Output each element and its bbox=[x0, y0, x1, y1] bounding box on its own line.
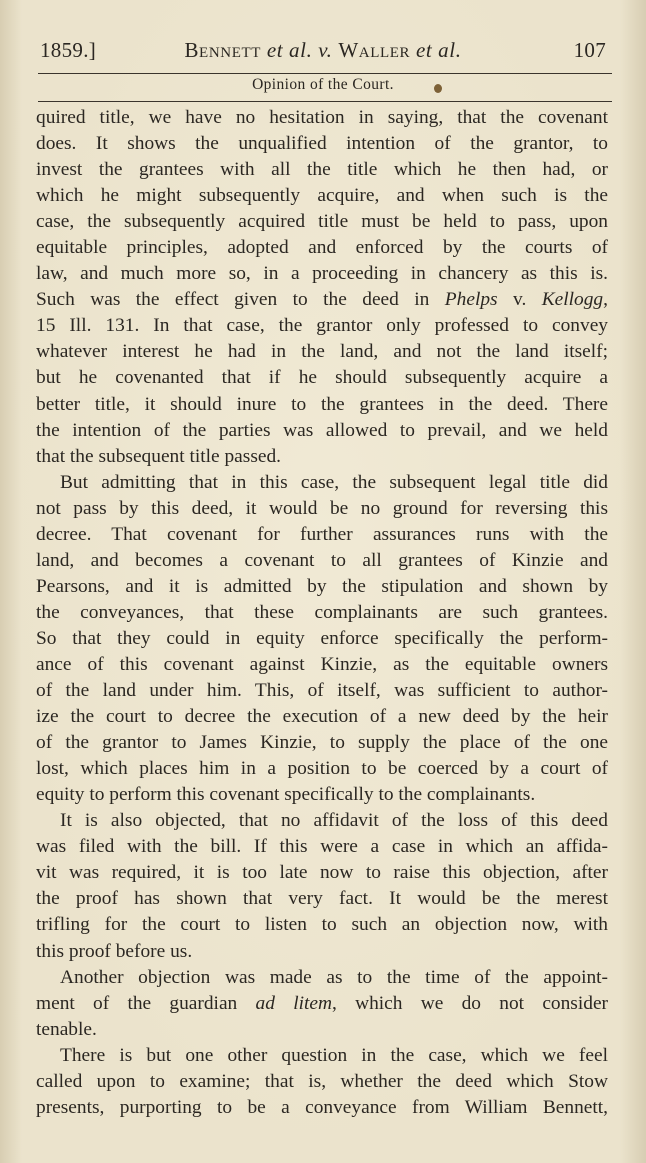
text-line: does. It shows the unqualified intention of the grantor, to bbox=[36, 133, 608, 155]
text-line: this proof before us. bbox=[36, 940, 193, 962]
opinion-text bbox=[36, 105, 608, 1121]
text-run: , bbox=[603, 289, 608, 311]
text-line: of the land under him. This, of itself, was sufficient to author- bbox=[36, 680, 608, 702]
text-line: tenable. bbox=[36, 1018, 97, 1040]
text-line: of the grantor to James Kinzie, to supply the place of the one bbox=[36, 732, 608, 754]
text-run: ment of the guardian bbox=[36, 992, 256, 1014]
text-line: quired title, we have no hesitation in saying, that the covenant bbox=[36, 107, 608, 128]
text-line: But admitting that in this case, the subsequent legal title did bbox=[60, 471, 608, 493]
italic-case-name: ad litem bbox=[255, 992, 332, 1014]
text-line: called upon to examine; that is, whether the deed which Stow bbox=[36, 1070, 608, 1092]
text-line: So that they could in equity enforce specifically the perform- bbox=[36, 627, 608, 649]
text-line: equity to perform this covenant specifically to the complainants. bbox=[36, 784, 536, 806]
text-line: 15 Ill. 131. In that case, the grantor only professed to convey bbox=[36, 315, 608, 337]
et-al-2: et al. bbox=[415, 38, 462, 62]
text-line: the conveyances, that these complainants are such grantees. bbox=[36, 601, 608, 623]
case-party-1: Bennett bbox=[184, 38, 267, 62]
versus: v. bbox=[312, 38, 339, 62]
text-run: v. bbox=[497, 289, 542, 311]
text-line: lost, which places him in a position to be coerced by a court of bbox=[36, 758, 608, 780]
text-line: ize the court to decree the execution of a new deed by the heir bbox=[36, 706, 608, 728]
italic-case-name: Phelps bbox=[444, 289, 498, 311]
text-line: land, and becomes a covenant to all grantees of Kinzie and bbox=[36, 549, 608, 571]
text-line: equitable principles, adopted and enforced by the courts of bbox=[36, 237, 608, 259]
text-line: was filed with the bill. If this were a case in which an affida- bbox=[36, 836, 608, 858]
text-line: not pass by this deed, it would be no ground for reversing this bbox=[36, 497, 608, 519]
page-number: 107 bbox=[573, 38, 606, 62]
text-line: It is also objected, that no affidavit of the loss of this deed bbox=[60, 810, 608, 832]
section-rule bbox=[38, 101, 612, 102]
text-line: the proof has shown that very fact. It would be the merest bbox=[36, 888, 608, 910]
header-rule bbox=[38, 73, 612, 74]
et-al-1: et al. bbox=[266, 38, 313, 62]
text-line: ance of this covenant against Kinzie, as the equitable owners bbox=[36, 653, 608, 675]
text-line bbox=[36, 991, 608, 1017]
text-line: invest the grantees with all the title which he then had, or bbox=[36, 159, 608, 181]
running-head bbox=[40, 38, 606, 68]
text-run: Such was the effect given to the deed in bbox=[36, 289, 445, 311]
text-line: whatever interest he had in the land, and not the land itself; bbox=[36, 341, 608, 363]
running-head-year: 1859.] bbox=[40, 38, 97, 62]
text-line: presents, purporting to be a conveyance from William Bennett, bbox=[36, 1096, 608, 1118]
running-head-case-title bbox=[40, 38, 606, 63]
text-line: There is but one other question in the case, which we feel bbox=[60, 1044, 608, 1066]
text-line: but he covenanted that if he should subsequently acquire a bbox=[36, 367, 608, 389]
text-line: which he might subsequently acquire, and when such is the bbox=[36, 185, 608, 207]
italic-case-name: Kellogg bbox=[541, 289, 604, 311]
text-line: the intention of the parties was allowed to prevail, and we held bbox=[36, 419, 608, 441]
ink-blot bbox=[434, 84, 442, 93]
text-line: Pearsons, and it is admitted by the stipulation and shown by bbox=[36, 575, 608, 597]
text-line: trifling for the court to listen to such an objection now, with bbox=[36, 914, 608, 936]
text-run: , which we do not consider bbox=[331, 992, 608, 1014]
section-heading: Opinion of the Court. bbox=[252, 76, 394, 93]
text-line: better title, it should inure to the grantees in the deed. There bbox=[36, 393, 608, 415]
case-party-2: Waller bbox=[338, 38, 416, 62]
text-line bbox=[36, 287, 608, 313]
text-line: that the subsequent title passed. bbox=[36, 445, 282, 467]
text-line: vit was required, it is too late now to raise this objection, after bbox=[36, 862, 608, 884]
text-line: decree. That covenant for further assurances runs with the bbox=[36, 523, 608, 545]
text-line: case, the subsequently acquired title must be held to pass, upon bbox=[36, 211, 608, 233]
text-line: law, and much more so, in a proceeding in chancery as this is. bbox=[36, 263, 608, 285]
text-line: Another objection was made as to the time of the appoint- bbox=[60, 966, 608, 988]
